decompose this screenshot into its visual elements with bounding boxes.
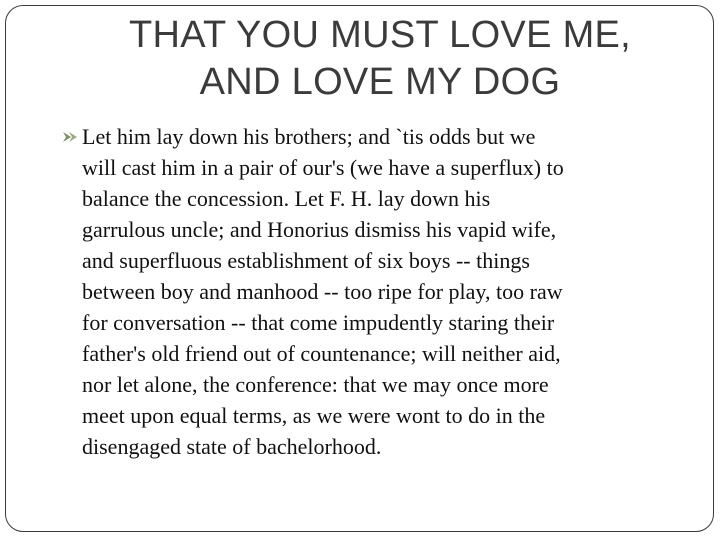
slide-title <box>60 12 700 106</box>
paragraph-line: balance the concession. Let F. H. lay down his <box>82 186 491 211</box>
paragraph-line: meet upon equal terms, as we were wont to do in the <box>82 403 546 428</box>
bullet-item <box>82 121 702 462</box>
arrow-bullet-icon <box>62 130 78 144</box>
paragraph-line: nor let alone, the conference: that we may once more <box>82 372 549 397</box>
title-line-2: AND LOVE MY DOG <box>199 61 561 103</box>
paragraph-line: will cast him in a pair of our's (we have a superflux) to <box>82 155 564 180</box>
paragraph-line: Let him lay down his brothers; and `tis odds but we <box>82 124 536 149</box>
paragraph-line: between boy and manhood -- too ripe for play, too raw <box>82 279 563 304</box>
paragraph-line: disengaged state of bachelorhood. <box>82 434 382 459</box>
paragraph-line: and superfluous establishment of six boys -- things <box>82 248 530 273</box>
title-line-1: THAT YOU MUST LOVE ME, <box>128 14 632 56</box>
slide-body <box>82 121 702 462</box>
paragraph-line: for conversation -- that come impudently staring their <box>82 310 555 335</box>
paragraph-line: garrulous uncle; and Honorius dismiss his vapid wife, <box>82 217 557 242</box>
paragraph-line: father's old friend out of countenance; will neither aid, <box>82 341 561 366</box>
